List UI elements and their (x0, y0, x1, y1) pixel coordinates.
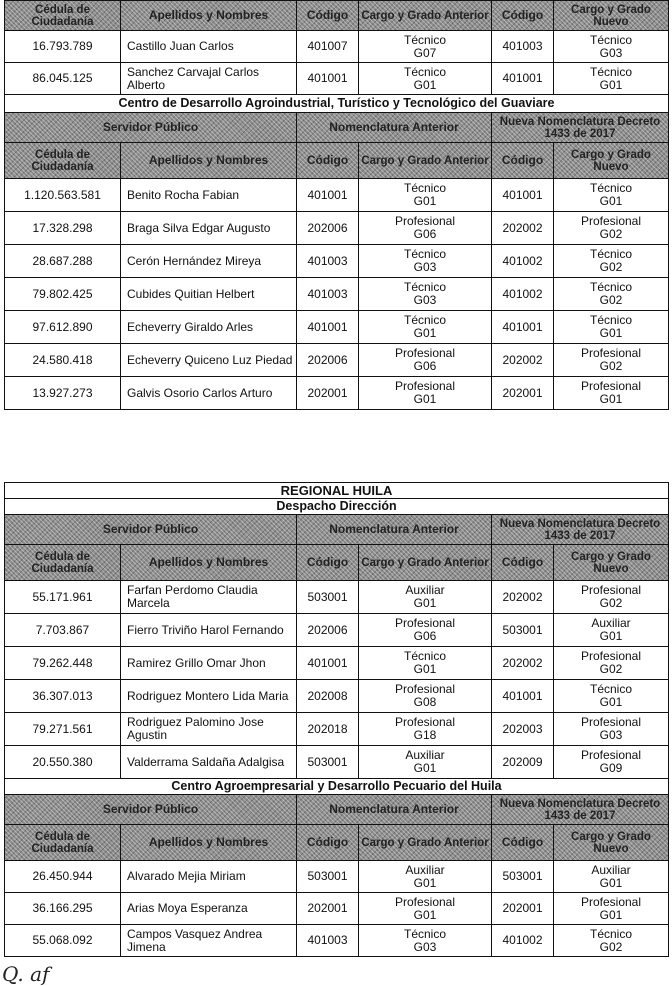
header-cargo-nuevo: Cargo y Grado Nuevo (554, 825, 669, 861)
header-codigo: Código (297, 545, 359, 581)
cargo-anterior-cell (359, 245, 492, 278)
cargo-nuevo-label: Profesional (580, 346, 642, 360)
nombre-cell: Alvarado Mejia Miriam (121, 861, 297, 893)
cargo-anterior-label: Auxiliar (405, 862, 445, 877)
codigo-nuevo-cell: 503001 (492, 861, 554, 893)
table-row (5, 311, 669, 344)
header-cargo-anterior: Cargo y Grado Anterior (359, 545, 492, 581)
codigo-nuevo-cell: 202009 (492, 746, 554, 779)
cargo-nuevo-cell (554, 647, 669, 680)
cargo-anterior-cell (359, 925, 492, 957)
codigo-nuevo-cell: 202001 (492, 893, 554, 925)
table-body (5, 861, 669, 957)
nombre-cell: Echeverry Quiceno Luz Piedad (121, 344, 297, 377)
cargo-anterior-label: Técnico (403, 247, 447, 261)
grado-anterior-label: G03 (413, 293, 437, 307)
cargo-anterior-label: Técnico (403, 181, 447, 195)
cargo-anterior-label: Técnico (403, 64, 447, 79)
cedula-cell: 7.703.867 (5, 614, 121, 647)
cargo-anterior-label: Técnico (403, 926, 447, 941)
codigo-anterior-cell: 401003 (297, 278, 359, 311)
cedula-cell: 79.262.448 (5, 647, 121, 680)
cedula-cell: 20.550.380 (5, 746, 121, 779)
cargo-anterior-cell (359, 31, 492, 63)
grado-anterior-label: G08 (413, 695, 437, 709)
cargo-nuevo-label: Técnico (589, 313, 633, 327)
cargo-anterior-label: Profesional (394, 894, 456, 909)
grado-nuevo-label: G03 (599, 728, 623, 742)
header-anterior: Nomenclatura Anterior (297, 795, 492, 825)
region-title: REGIONAL HUILA (5, 483, 669, 499)
cedula-cell: 79.802.425 (5, 278, 121, 311)
cedula-cell: 13.927.273 (5, 377, 121, 410)
table-row (5, 713, 669, 746)
nombre-cell: Cubides Quitian Helbert (121, 278, 297, 311)
nombre-cell: Fierro Triviño Harol Fernando (121, 614, 297, 647)
codigo-anterior-cell: 202006 (297, 212, 359, 245)
codigo-nuevo-cell: 401001 (492, 680, 554, 713)
header-cedula: Cédula de Ciudadanía (5, 825, 121, 861)
table-row (5, 377, 669, 410)
codigo-anterior-cell: 401001 (297, 63, 359, 95)
grado-nuevo-label: G02 (599, 227, 623, 241)
nombre-cell: Galvis Osorio Carlos Arturo (121, 377, 297, 410)
codigo-nuevo-cell: 401002 (492, 925, 554, 957)
table-row (5, 212, 669, 245)
cargo-anterior-cell (359, 680, 492, 713)
section-title: Despacho Dirección (5, 499, 669, 515)
header-cargo-anterior: Cargo y Grado Anterior (359, 143, 492, 179)
cargo-nuevo-label: Técnico (589, 926, 633, 941)
cedula-cell: 28.687.288 (5, 245, 121, 278)
cargo-nuevo-cell (554, 614, 669, 647)
header-nueva: Nueva Nomenclatura Decreto 1433 de 2017 (492, 113, 669, 143)
cargo-anterior-label: Auxiliar (405, 583, 445, 597)
grado-nuevo-label: G01 (599, 194, 623, 208)
header-codigo: Código (492, 1, 554, 31)
table-row (5, 63, 669, 95)
table-row (5, 179, 669, 212)
cargo-nuevo-label: Profesional (580, 379, 642, 393)
cargo-nuevo-label: Técnico (589, 64, 633, 79)
nombre-cell: Castillo Juan Carlos (121, 31, 297, 63)
grado-nuevo-label: G02 (599, 596, 623, 610)
cargo-anterior-label: Profesional (394, 715, 456, 729)
codigo-nuevo-cell: 202003 (492, 713, 554, 746)
cargo-nuevo-label: Profesional (580, 715, 642, 729)
grado-anterior-label: G01 (413, 662, 437, 676)
header-codigo: Código (297, 1, 359, 31)
header-cedula: Cédula de Ciudadanía (5, 545, 121, 581)
cargo-anterior-cell (359, 377, 492, 410)
header-cedula: Cédula de Ciudadanía (5, 143, 121, 179)
cargo-nuevo-label: Técnico (589, 181, 633, 195)
grado-nuevo-label: G01 (599, 392, 623, 406)
cargo-nuevo-cell (554, 680, 669, 713)
cedula-cell: 16.793.789 (5, 31, 121, 63)
cargo-nuevo-label: Técnico (589, 32, 633, 47)
cargo-nuevo-cell (554, 31, 669, 63)
column-header-row (5, 143, 669, 179)
column-header-row (5, 1, 669, 31)
table-row (5, 614, 669, 647)
cargo-nuevo-label: Profesional (580, 894, 642, 909)
cargo-anterior-cell (359, 647, 492, 680)
grado-anterior-label: G01 (413, 596, 437, 610)
cargo-anterior-cell (359, 278, 492, 311)
cedula-cell: 24.580.418 (5, 344, 121, 377)
codigo-nuevo-cell: 202002 (492, 647, 554, 680)
cargo-anterior-label: Profesional (394, 616, 456, 630)
cargo-anterior-label: Profesional (394, 682, 456, 696)
table-row (5, 278, 669, 311)
header-nueva: Nueva Nomenclatura Decreto 1433 de 2017 (492, 795, 669, 825)
table-row (5, 925, 669, 957)
cargo-anterior-cell (359, 344, 492, 377)
grado-nuevo-label: G02 (599, 293, 623, 307)
table-row (5, 893, 669, 925)
table-row (5, 344, 669, 377)
codigo-anterior-cell: 503001 (297, 581, 359, 614)
codigo-anterior-cell: 202018 (297, 713, 359, 746)
cedula-cell: 17.328.298 (5, 212, 121, 245)
codigo-nuevo-cell: 202002 (492, 212, 554, 245)
cargo-nuevo-cell (554, 212, 669, 245)
cedula-cell: 97.612.890 (5, 311, 121, 344)
table-guaviare (4, 0, 669, 410)
grado-anterior-label: G01 (413, 194, 437, 208)
header-apellidos: Apellidos y Nombres (121, 143, 297, 179)
codigo-nuevo-cell: 401003 (492, 31, 554, 63)
cargo-anterior-label: Auxiliar (405, 748, 445, 762)
cargo-nuevo-label: Profesional (580, 214, 642, 228)
grado-anterior-label: G06 (413, 359, 437, 373)
cedula-cell: 86.045.125 (5, 63, 121, 95)
header-cargo-anterior: Cargo y Grado Anterior (359, 1, 492, 31)
grado-anterior-label: G01 (413, 326, 437, 340)
grado-anterior-label: G06 (413, 227, 437, 241)
cargo-anterior-cell (359, 63, 492, 95)
cargo-nuevo-cell (554, 893, 669, 925)
section-title: Centro de Desarrollo Agroindustrial, Turístico y Tecnológico del Guaviare (5, 95, 669, 113)
grado-anterior-label: G01 (413, 907, 437, 922)
table-body (5, 31, 669, 95)
header-cargo-nuevo: Cargo y Grado Nuevo (554, 545, 669, 581)
cargo-anterior-label: Técnico (403, 32, 447, 47)
column-header-row (5, 825, 669, 861)
header-anterior: Nomenclatura Anterior (297, 113, 492, 143)
codigo-nuevo-cell: 401001 (492, 63, 554, 95)
grado-nuevo-label: G02 (599, 662, 623, 676)
cargo-nuevo-label: Técnico (589, 280, 633, 294)
codigo-anterior-cell: 202008 (297, 680, 359, 713)
nombre-cell: Farfan Perdomo Claudia Marcela (121, 581, 297, 614)
grado-anterior-label: G03 (413, 260, 437, 274)
nombre-cell: Braga Silva Edgar Augusto (121, 212, 297, 245)
cargo-anterior-cell (359, 713, 492, 746)
cargo-nuevo-label: Profesional (580, 748, 642, 762)
cargo-nuevo-cell (554, 311, 669, 344)
group-header-row (5, 515, 669, 545)
codigo-nuevo-cell: 202002 (492, 344, 554, 377)
nombre-cell: Cerón Hernández Mireya (121, 245, 297, 278)
header-apellidos: Apellidos y Nombres (121, 825, 297, 861)
codigo-anterior-cell: 401001 (297, 311, 359, 344)
cargo-nuevo-cell (554, 245, 669, 278)
group-header-row (5, 795, 669, 825)
grado-anterior-label: G01 (413, 392, 437, 406)
cargo-nuevo-label: Profesional (580, 583, 642, 597)
codigo-anterior-cell: 401003 (297, 925, 359, 957)
header-servidor: Servidor Público (5, 515, 297, 545)
cargo-nuevo-cell (554, 377, 669, 410)
nombre-cell: Campos Vasquez Andrea Jimena (121, 925, 297, 957)
header-servidor: Servidor Público (5, 795, 297, 825)
cargo-anterior-cell (359, 614, 492, 647)
grado-nuevo-label: G03 (599, 45, 623, 60)
cedula-cell: 55.171.961 (5, 581, 121, 614)
grado-anterior-label: G06 (413, 629, 437, 643)
header-cargo-nuevo: Cargo y Grado Nuevo (554, 143, 669, 179)
cargo-nuevo-label: Técnico (589, 682, 633, 696)
header-codigo: Código (492, 143, 554, 179)
codigo-nuevo-cell: 401002 (492, 278, 554, 311)
cargo-anterior-label: Técnico (403, 313, 447, 327)
grado-nuevo-label: G01 (599, 77, 623, 92)
handwritten-signature: Q. af (2, 962, 50, 986)
cedula-cell: 36.166.295 (5, 893, 121, 925)
cargo-anterior-label: Técnico (403, 280, 447, 294)
nombre-cell: Rodriguez Montero Lida Maria (121, 680, 297, 713)
table-row (5, 647, 669, 680)
cargo-nuevo-cell (554, 581, 669, 614)
grado-anterior-label: G07 (413, 45, 437, 60)
grado-nuevo-label: G01 (599, 875, 623, 890)
nombre-cell: Sanchez Carvajal Carlos Alberto (121, 63, 297, 95)
cargo-anterior-cell (359, 861, 492, 893)
grado-nuevo-label: G01 (599, 907, 623, 922)
grado-anterior-label: G01 (413, 77, 437, 92)
table-row (5, 245, 669, 278)
codigo-anterior-cell: 202001 (297, 893, 359, 925)
nombre-cell: Arias Moya Esperanza (121, 893, 297, 925)
table-body (5, 581, 669, 779)
cargo-anterior-label: Profesional (394, 214, 456, 228)
cargo-nuevo-label: Profesional (580, 649, 642, 663)
cargo-anterior-cell (359, 893, 492, 925)
grado-nuevo-label: G02 (599, 939, 623, 954)
table-row (5, 680, 669, 713)
cargo-anterior-cell (359, 581, 492, 614)
grado-anterior-label: G01 (413, 875, 437, 890)
cargo-nuevo-label: Auxiliar (591, 616, 631, 630)
grado-anterior-label: G18 (413, 728, 437, 742)
cedula-cell: 26.450.944 (5, 861, 121, 893)
header-apellidos: Apellidos y Nombres (121, 545, 297, 581)
cedula-cell: 79.271.561 (5, 713, 121, 746)
table-row (5, 581, 669, 614)
codigo-nuevo-cell: 202002 (492, 581, 554, 614)
cargo-nuevo-label: Técnico (589, 247, 633, 261)
cargo-nuevo-cell (554, 713, 669, 746)
header-codigo: Código (492, 825, 554, 861)
codigo-anterior-cell: 202006 (297, 344, 359, 377)
header-cedula: Cédula de Ciudadanía (5, 1, 121, 31)
cargo-anterior-cell (359, 746, 492, 779)
header-anterior: Nomenclatura Anterior (297, 515, 492, 545)
header-codigo: Código (297, 825, 359, 861)
cargo-anterior-label: Técnico (403, 649, 447, 663)
codigo-anterior-cell: 202001 (297, 377, 359, 410)
grado-nuevo-label: G01 (599, 629, 623, 643)
grado-anterior-label: G01 (413, 761, 437, 775)
cargo-nuevo-cell (554, 63, 669, 95)
nombre-cell: Echeverry Giraldo Arles (121, 311, 297, 344)
table-row (5, 31, 669, 63)
table-huila (4, 482, 669, 957)
cargo-anterior-cell (359, 179, 492, 212)
cargo-nuevo-label: Auxiliar (591, 862, 631, 877)
header-cargo-nuevo: Cargo y Grado Nuevo (554, 1, 669, 31)
cargo-anterior-cell (359, 212, 492, 245)
grado-nuevo-label: G01 (599, 326, 623, 340)
cargo-anterior-label: Profesional (394, 346, 456, 360)
cargo-nuevo-cell (554, 861, 669, 893)
grado-nuevo-label: G02 (599, 359, 623, 373)
codigo-anterior-cell: 401003 (297, 245, 359, 278)
cargo-nuevo-cell (554, 179, 669, 212)
nombre-cell: Rodriguez Palomino Jose Agustin (121, 713, 297, 746)
cargo-anterior-cell (359, 311, 492, 344)
header-nueva: Nueva Nomenclatura Decreto 1433 de 2017 (492, 515, 669, 545)
column-header-row (5, 545, 669, 581)
header-servidor: Servidor Público (5, 113, 297, 143)
header-codigo: Código (492, 545, 554, 581)
cedula-cell: 55.068.092 (5, 925, 121, 957)
cargo-nuevo-cell (554, 746, 669, 779)
codigo-nuevo-cell: 401002 (492, 245, 554, 278)
grado-nuevo-label: G01 (599, 695, 623, 709)
nombre-cell: Ramirez Grillo Omar Jhon (121, 647, 297, 680)
codigo-anterior-cell: 401007 (297, 31, 359, 63)
codigo-nuevo-cell: 401001 (492, 311, 554, 344)
codigo-nuevo-cell: 401001 (492, 179, 554, 212)
group-header-row (5, 113, 669, 143)
codigo-nuevo-cell: 503001 (492, 614, 554, 647)
header-apellidos: Apellidos y Nombres (121, 1, 297, 31)
cargo-nuevo-cell (554, 344, 669, 377)
header-codigo: Código (297, 143, 359, 179)
codigo-anterior-cell: 503001 (297, 861, 359, 893)
table-row (5, 746, 669, 779)
codigo-anterior-cell: 401001 (297, 647, 359, 680)
header-cargo-anterior: Cargo y Grado Anterior (359, 825, 492, 861)
cargo-nuevo-cell (554, 278, 669, 311)
cargo-anterior-label: Profesional (394, 379, 456, 393)
cargo-nuevo-cell (554, 925, 669, 957)
codigo-anterior-cell: 401001 (297, 179, 359, 212)
codigo-anterior-cell: 202006 (297, 614, 359, 647)
codigo-anterior-cell: 503001 (297, 746, 359, 779)
grado-nuevo-label: G09 (599, 761, 623, 775)
grado-nuevo-label: G02 (599, 260, 623, 274)
cedula-cell: 36.307.013 (5, 680, 121, 713)
table-body (5, 179, 669, 410)
grado-anterior-label: G03 (413, 939, 437, 954)
nombre-cell: Valderrama Saldaña Adalgisa (121, 746, 297, 779)
table-row (5, 861, 669, 893)
section-title: Centro Agroempresarial y Desarrollo Pecuario del Huila (5, 779, 669, 795)
cedula-cell: 1.120.563.581 (5, 179, 121, 212)
nombre-cell: Benito Rocha Fabian (121, 179, 297, 212)
codigo-nuevo-cell: 202001 (492, 377, 554, 410)
